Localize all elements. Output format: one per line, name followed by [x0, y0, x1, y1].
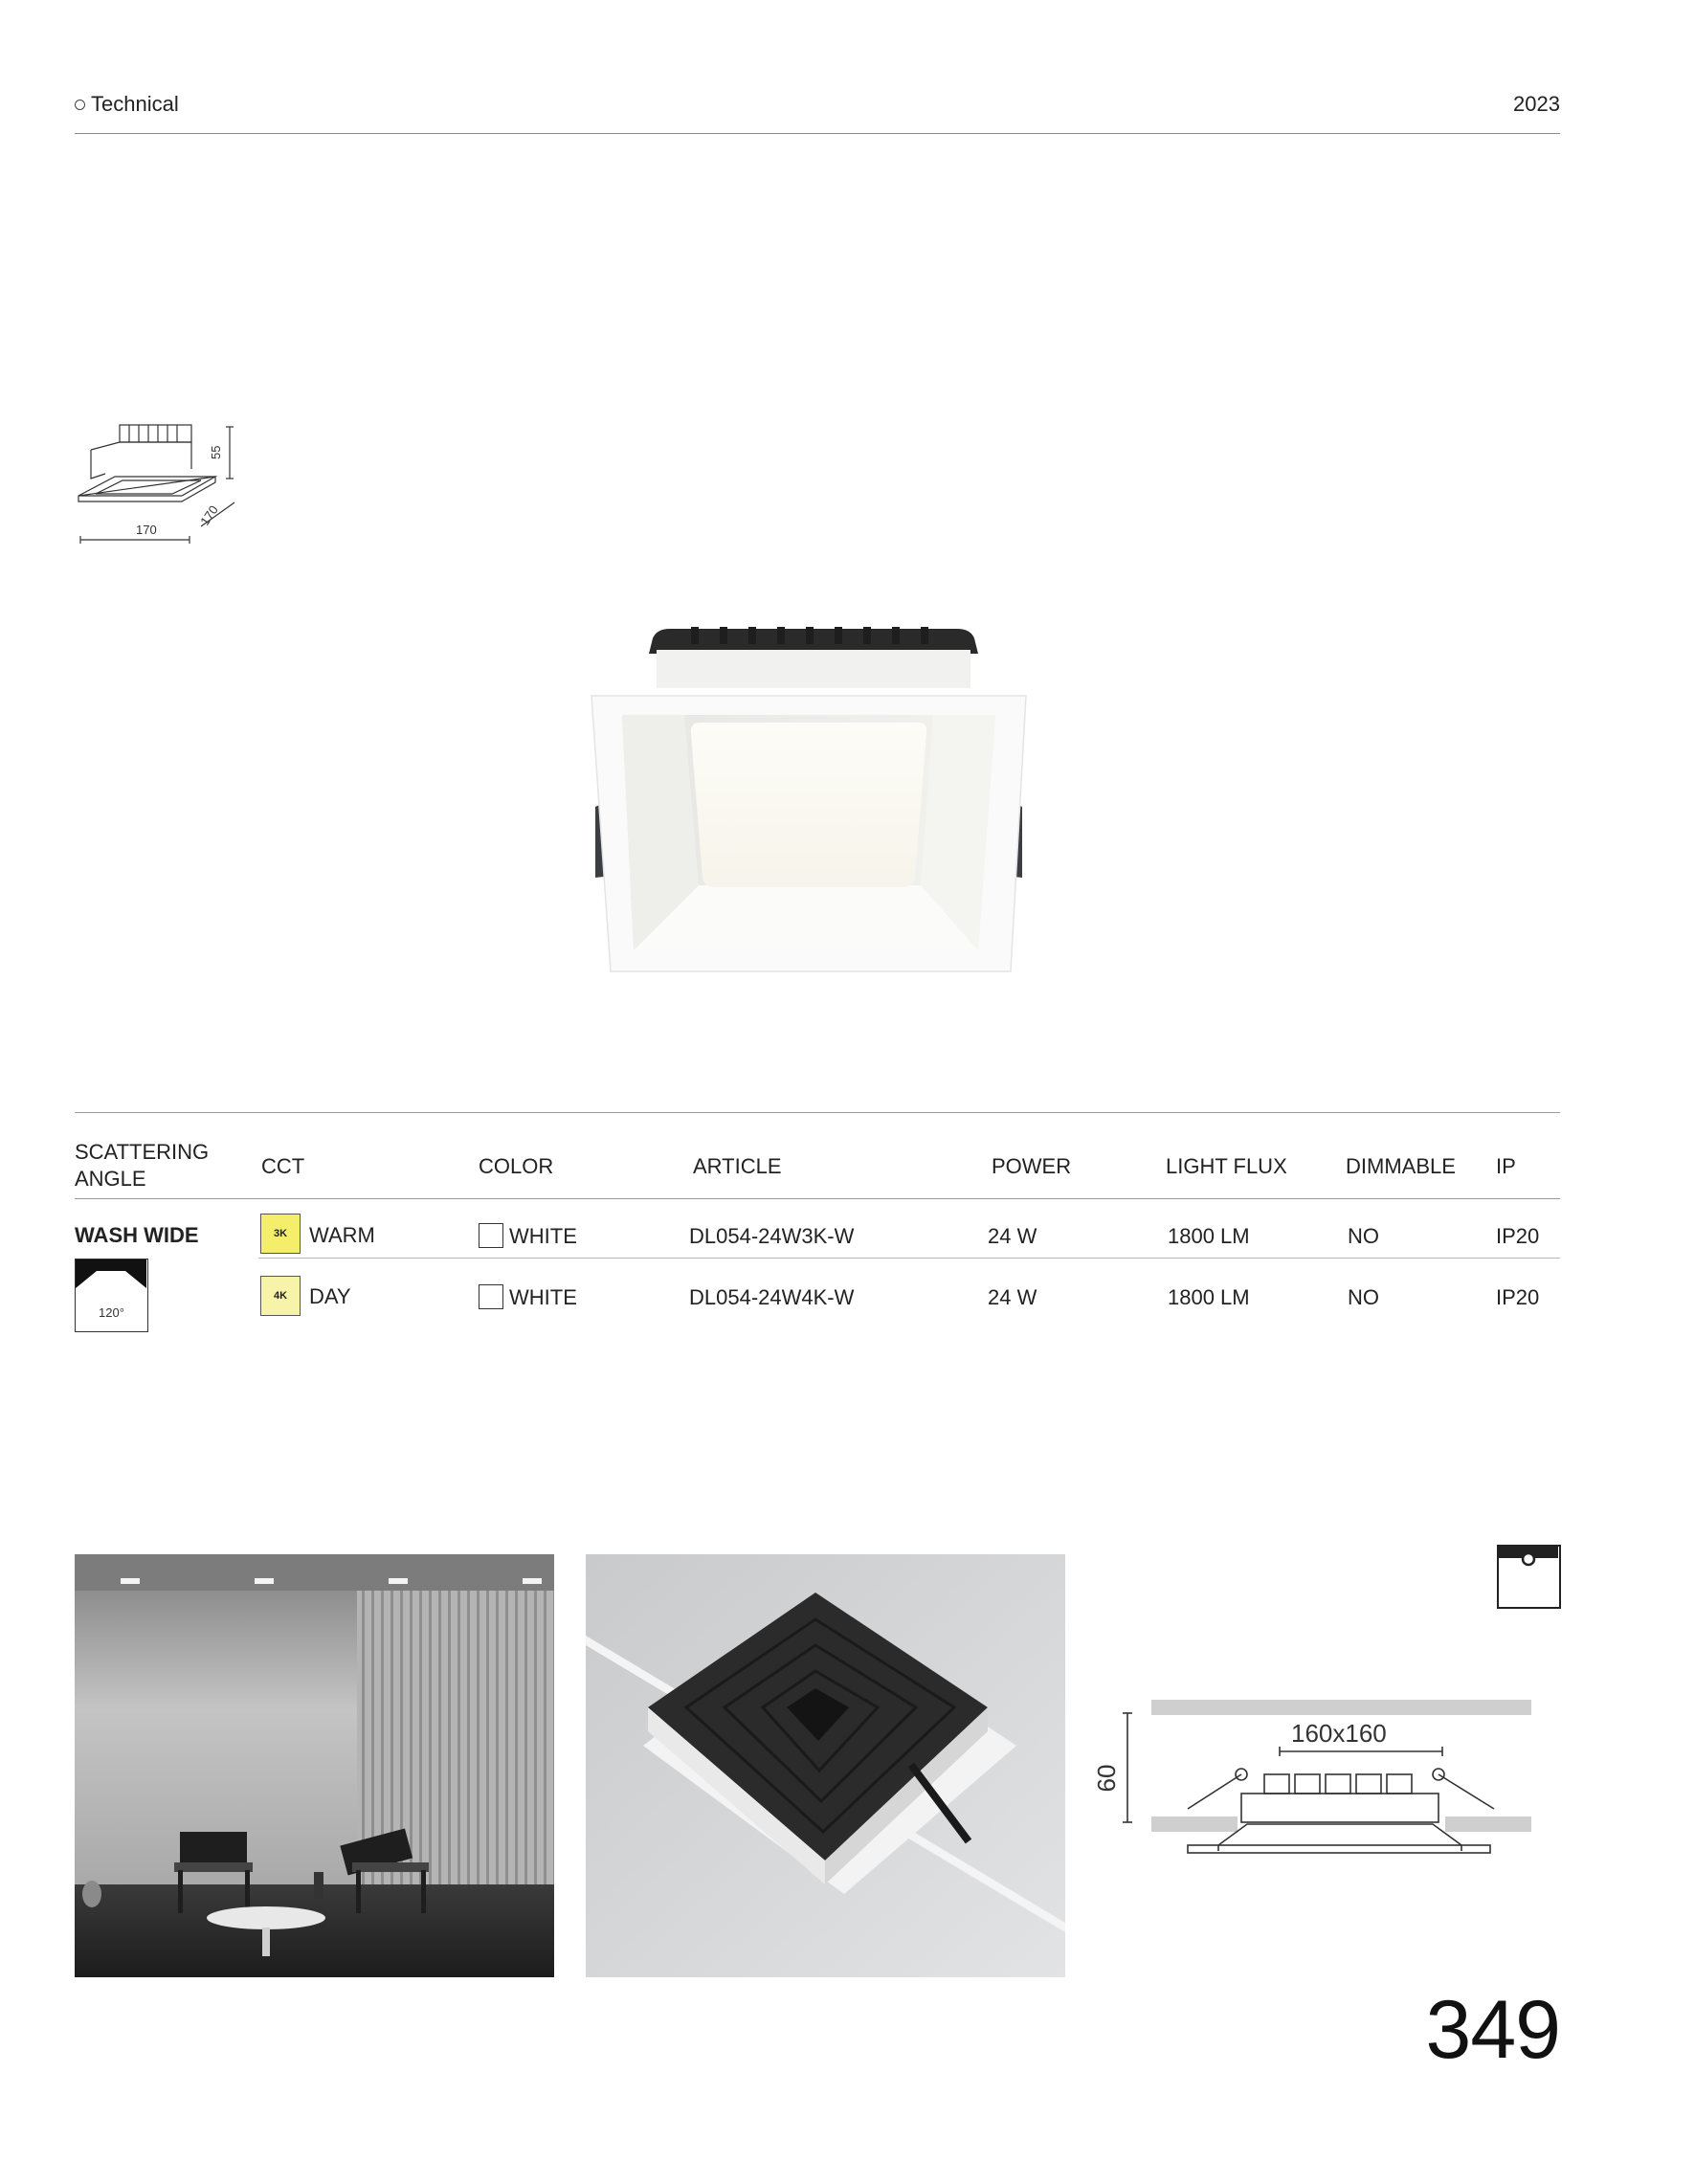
year-label: 2023	[1513, 92, 1560, 116]
beam-angle-icon	[75, 1259, 148, 1332]
circle-bullet-icon	[75, 100, 85, 110]
article-code: DL054-24W4K-W	[689, 1285, 855, 1309]
dimension-drawing	[77, 421, 244, 546]
beam-angle-value: 120°	[99, 1305, 124, 1320]
power-value: 24 W	[988, 1224, 1037, 1248]
header-light-flux: LIGHT FLUX	[1166, 1154, 1287, 1178]
product-image	[584, 627, 1034, 981]
dimmable-value: NO	[1348, 1285, 1379, 1309]
installation-drawing	[1092, 1694, 1546, 1885]
ip-value: IP20	[1496, 1285, 1540, 1309]
header-ip: IP	[1496, 1154, 1516, 1178]
power-value: 24 W	[988, 1285, 1037, 1309]
header-cct: CCT	[261, 1154, 305, 1178]
header-color: COLOR	[479, 1154, 554, 1178]
flux-value: 1800 LM	[1168, 1285, 1250, 1309]
table-top-divider	[75, 1112, 1560, 1113]
back-product-photo	[586, 1554, 1065, 1977]
depth-dim-label: 170	[197, 502, 221, 528]
header-divider	[75, 133, 1560, 134]
table-row-divider	[258, 1258, 1560, 1259]
flux-value: 1800 LM	[1168, 1224, 1250, 1248]
article-code: DL054-24W3K-W	[689, 1224, 855, 1248]
header-dimmable: DIMMABLE	[1346, 1154, 1456, 1178]
cct-swatch-3k: 3K	[260, 1214, 301, 1254]
color-swatch-white	[479, 1223, 503, 1248]
color-name: WHITE	[509, 1224, 577, 1248]
height-dim-label: 55	[209, 445, 223, 459]
interior-photo	[75, 1554, 554, 1977]
ip-value: IP20	[1496, 1224, 1540, 1248]
table-header-divider	[75, 1198, 1560, 1199]
cct-name: DAY	[309, 1284, 351, 1308]
page-number: 349	[1425, 1984, 1560, 2076]
width-dim-label: 170	[136, 523, 157, 537]
header-article: ARTICLE	[693, 1154, 782, 1178]
cct-swatch-4k: 4K	[260, 1276, 301, 1316]
color-swatch-white	[479, 1284, 503, 1309]
cct-name: WARM	[309, 1223, 375, 1247]
depth-dim-label: 60	[1092, 1764, 1121, 1793]
recessed-mount-icon	[1497, 1545, 1561, 1609]
section-title: Technical	[91, 92, 179, 116]
scattering-angle-name: WASH WIDE	[75, 1223, 199, 1247]
dimmable-value: NO	[1348, 1224, 1379, 1248]
color-name: WHITE	[509, 1285, 577, 1309]
cutout-dim-label: 160x160	[1291, 1719, 1387, 1748]
section-label	[75, 92, 179, 117]
header-power: POWER	[992, 1154, 1072, 1178]
header-scattering-angle: SCATTERING ANGLE	[75, 1140, 210, 1191]
